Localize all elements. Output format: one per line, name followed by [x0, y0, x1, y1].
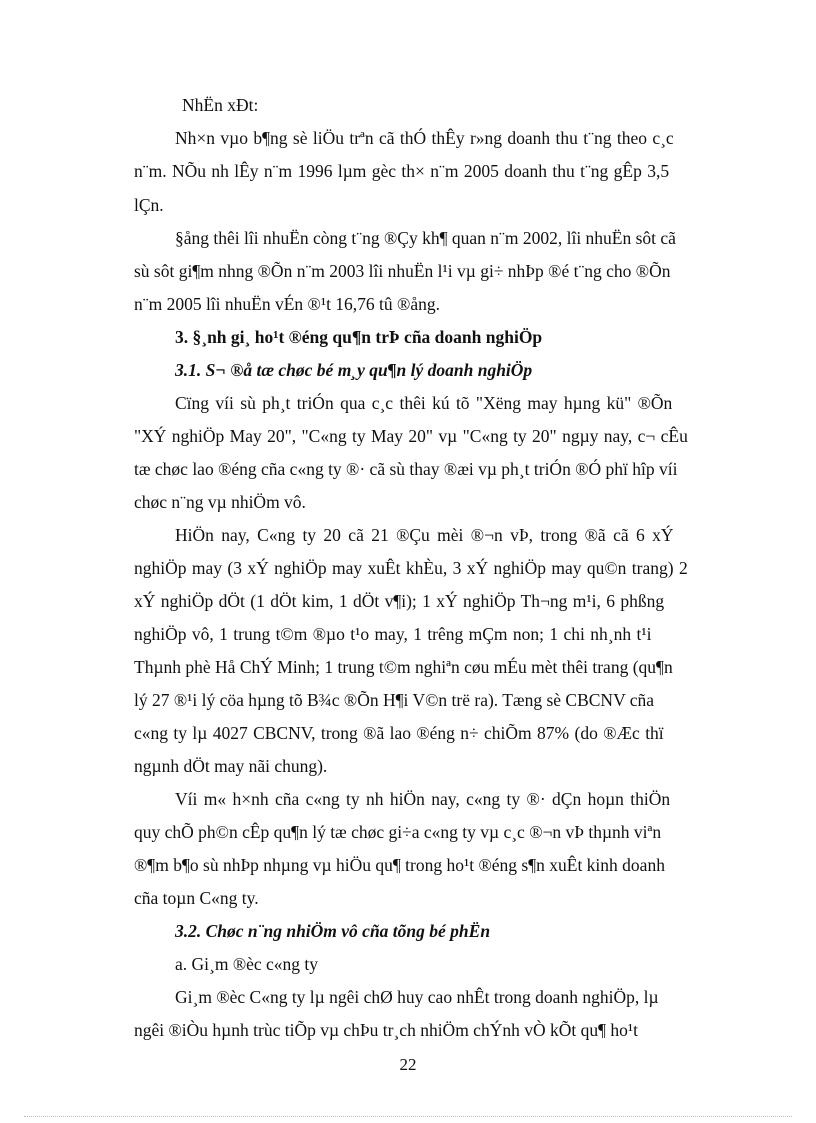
text-line: §ång thêi lîi nhuËn còng t¨ng ®Çy kh¶ quan n¨m 2002, lîi nhuËn sôt cã — [175, 228, 676, 248]
text-line: HiÖn nay, C«ng ty 20 cã 21 ®Çu mèi ®¬n vÞ, trong ®ã cã 6 xÝ — [175, 525, 674, 545]
paragraph-heading-nhan-xet: NhËn xÐt: — [182, 95, 259, 115]
text-line: tæ chøc lao ®éng cña c«ng ty ®· cã sù thay ®æi vµ ph¸t triÓn ®Ó phï hîp víi — [134, 459, 678, 479]
text-line: nghiÖp may (3 xÝ nghiÖp may xuÊt khÈu, 3 xÝ nghiÖp may qu©n trang) 2 — [134, 558, 688, 578]
text-line: ®¶m b¶o sù nhÞp nhµng vµ hiÖu qu¶ trong ho¹t ®éng s¶n xuÊt kinh doanh — [134, 855, 665, 875]
text-line: ngêi ®iÒu hµnh trùc tiÕp vµ chÞu tr¸ch nhiÖm chÝnh vÒ kÕt qu¶ ho¹t — [134, 1020, 639, 1040]
page-number: 22 — [399, 1055, 417, 1074]
item-heading-a: a. Gi¸m ®èc c«ng ty — [175, 954, 319, 974]
text-line: chøc n¨ng vµ nhiÖm vô. — [134, 492, 306, 512]
text-line: "XÝ nghiÖp May 20", "C«ng ty May 20" vµ "C«ng ty 20" ngµy nay, c¬ cÊu — [134, 426, 688, 446]
page-bottom-divider — [24, 1116, 792, 1117]
text-line: c«ng ty lµ 4027 CBCNV, trong ®ã lao ®éng n÷ chiÕm 87% (do ®Æc thï — [134, 723, 664, 743]
text-line: Gi¸m ®èc C«ng ty lµ ngêi chØ huy cao nhÊt trong doanh nghiÖp, lµ — [175, 987, 659, 1007]
text-line: nghiÖp vô, 1 trung t©m ®µo t¹o may, 1 trêng mÇm non; 1 chi nh¸nh t¹i — [134, 624, 652, 644]
subsection-heading-3-1: 3.1. S¬ ®å tæ chøc bé m¸y qu¶n lý doanh nghiÖp — [175, 360, 533, 380]
text-line: Cïng víi sù ph¸t triÓn qua c¸c thêi kú tõ "Xëng may hµng kü" ®Õn — [175, 393, 673, 413]
subsection-heading-3-2: 3.2. Chøc n¨ng nhiÖm vô cña tõng bé phËn — [175, 921, 491, 941]
text-line: quy chÕ ph©n cÊp qu¶n lý tæ chøc gi÷a c«ng ty vµ c¸c ®¬n vÞ thµnh viªn — [134, 822, 662, 842]
text-line: lÇn. — [134, 195, 164, 215]
text-line: lý 27 ®¹i lý cöa hµng tõ B¾c ®Õn H¶i V©n trë ra). Tæng sè CBCNV cña — [134, 690, 655, 710]
section-heading-3: 3. §¸nh gi¸ ho¹t ®éng qu¶n trÞ cña doanh nghiÖp — [175, 327, 543, 347]
text-line: n¨m 2005 lîi nhuËn vÉn ®¹t 16,76 tû ®ång. — [134, 294, 440, 314]
text-line: xÝ nghiÖp dÖt (1 dÖt kim, 1 dÖt v¶i); 1 xÝ nghiÖp Th¬ng m¹i, 6 phßng — [134, 591, 665, 611]
text-line: ngµnh dÖt may nãi chung). — [134, 756, 328, 776]
text-line: n¨m. NÕu nh lÊy n¨m 1996 lµm gèc th× n¨m 2005 doanh thu t¨ng gÊp 3,5 — [134, 161, 670, 181]
text-line: cña toµn C«ng ty. — [134, 888, 259, 908]
text-line: sù sôt gi¶m nhng ®Õn n¨m 2003 lîi nhuËn l¹i vµ gi÷ nhÞp ®é t¨ng cho ®Õn — [134, 261, 671, 281]
text-line: Thµnh phè Hå ChÝ Minh; 1 trung t©m nghiªn cøu mÉu mèt thêi trang (qu¶n — [134, 657, 673, 677]
text-line: Víi m« h×nh cña c«ng ty nh hiÖn nay, c«ng ty ®· dÇn hoµn thiÖn — [175, 789, 671, 809]
text-line: Nh×n vµo b¶ng sè liÖu trªn cã thÓ thÊy r»ng doanh thu t¨ng theo c¸c — [175, 128, 674, 148]
